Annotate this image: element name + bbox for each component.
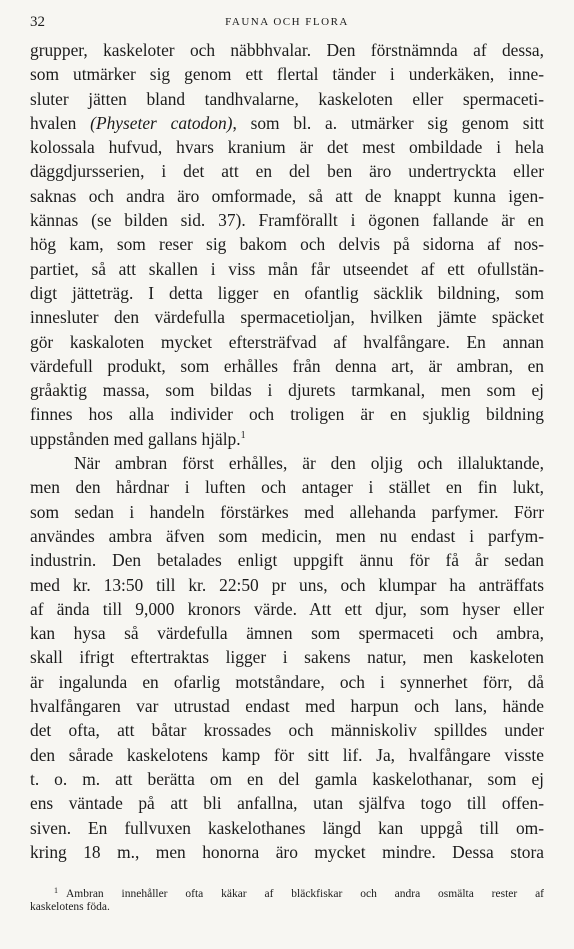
- text-line: värdefull produkt, som erhålles från denna art, är ambran, en: [30, 355, 544, 376]
- text-line: kolossala hufvud, hvars kranium är det mest ombildade i hela: [30, 137, 544, 158]
- text-line: När ambran först erhålles, är den oljig och illaluktande,: [74, 453, 544, 474]
- text-line: [30, 111, 544, 135]
- text-line: ens väntade på att bli anfallna, utan själfva togo till offen-: [30, 793, 544, 814]
- text-line: siven. En fullvuxen kaskelothanes längd kan uppgå till om-: [30, 817, 544, 838]
- footnote-line: kaskelotens föda.: [30, 901, 110, 913]
- footnote: [30, 882, 544, 916]
- text-line: som utmärker sig genom ett flertal tänder i underkäken, inne-: [30, 64, 544, 85]
- text-line: saknas och andra äro omformade, så att de knappt kunna igen-: [30, 185, 544, 206]
- body-text: [30, 38, 544, 864]
- text-line: är ingalunda en ofarlig motståndare, och i synnerhet förr, då: [30, 671, 544, 692]
- page-number: 32: [30, 14, 45, 30]
- text-line: af ända till 9,000 kronors värde. Att ett djur, som hyser eller: [30, 598, 544, 619]
- text-line: kan hysa så värdefulla ämnen som spermaceti och ambra,: [30, 623, 544, 644]
- footnote-marker: 1: [54, 886, 58, 895]
- text-line: [30, 427, 544, 451]
- text-line: gör kaskaloten mycket eftersträfvad af hvalfångare. En annan: [30, 331, 544, 352]
- footnote-reference: 1: [240, 429, 246, 441]
- page-header: [30, 14, 544, 34]
- species-name: (Physeter catodon): [90, 112, 233, 133]
- text-line: den sårade kaskelotens kamp för sitt lif. Ja, hvalfångare visste: [30, 744, 544, 765]
- text-line: digt jätteträg. I detta ligger en ofantlig säcklik bildning, som: [30, 282, 544, 303]
- text-line: gråaktig massa, som bildas i djurets tarmkanal, men som ej: [30, 380, 544, 401]
- text-line: sluter jätten bland tandhvalarne, kaskeloten eller spermaceti-: [30, 88, 544, 109]
- text-segment: , som bl. a. utmärker sig genom sitt: [232, 112, 544, 133]
- footnote-text: Ambran innehåller ofta käkar af bläckfiskar och andra osmälta rester af: [66, 888, 544, 900]
- text-line: grupper, kaskeloter och näbbhvalar. Den förstnämnda af dessa,: [30, 40, 544, 60]
- text-line: med kr. 13:50 till kr. 22:50 pr uns, och klumpar ha anträffats: [30, 574, 544, 595]
- text-line: som sedan i handeln förstärkes med allehanda parfymer. Förr: [30, 501, 544, 522]
- text-segment: uppstånden med gallans hjälp.: [30, 428, 241, 449]
- text-line: kännas (se bilden sid. 37). Framförallt i ögonen fallande är en: [30, 210, 544, 231]
- text-line: kring 18 m., men honorna äro mycket mindre. Dessa stora: [30, 841, 544, 862]
- text-line: finnes hos alla individer och troligen är en sjuklig bildning: [30, 404, 544, 425]
- text-segment: hvalen: [30, 112, 77, 133]
- text-line: det ofta, att båtar krossades och människoliv spilldes under: [30, 720, 544, 741]
- text-line: skall ifrigt eftertraktas ligger i sakens natur, men kaskeloten: [30, 647, 544, 668]
- text-line: t. o. m. att berätta om en del gamla kaskelothanar, som ej: [30, 768, 544, 789]
- text-line: industrin. Den betalades enligt uppgift ännu för få år sedan: [30, 550, 544, 571]
- text-line: användes ambra äfven som medicin, men nu endast i parfym-: [30, 525, 544, 546]
- running-title: FAUNA OCH FLORA: [225, 16, 349, 28]
- footnote-line: [30, 882, 544, 899]
- text-line: hvalfångaren var utrustad endast med harpun och lans, hände: [30, 696, 544, 717]
- text-line: innesluter den värdefulla spermacetioljan, hvilken jämte späcket: [30, 307, 544, 328]
- text-line: hög kam, som reser sig bakom och delvis på sidorna af nos-: [30, 234, 544, 255]
- text-line: partiet, så att skallen i viss mån får utseendet af ett ofullstän-: [30, 258, 544, 279]
- text-line: däggdjursserien, i det att en del ben äro undertryckta eller: [30, 161, 544, 182]
- text-line: men den hårdnar i luften och antager i stället en fin lukt,: [30, 477, 544, 498]
